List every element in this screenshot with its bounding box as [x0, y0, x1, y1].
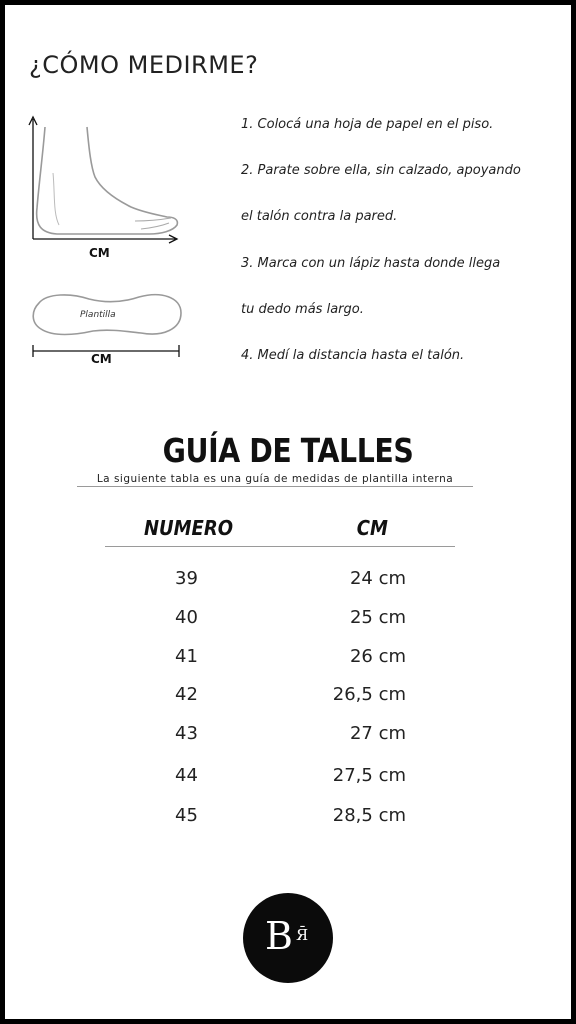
- step-3-cont: tu dedo más largo.: [241, 302, 364, 317]
- size-guide-subtitle: La siguiente tabla es una guía de medidas de plantilla interna: [96, 473, 454, 485]
- cm-cell: 26,5 cm: [332, 684, 406, 705]
- logo-mark: Я̄: [296, 926, 309, 944]
- brand-logo: [243, 893, 333, 983]
- step-4: 4. Medí la distancia hasta el talón.: [241, 348, 465, 363]
- foot-diagram-cm-label: CM: [89, 246, 110, 260]
- cm-cell: 28,5 cm: [332, 805, 406, 826]
- step-1: 1. Colocá una hoja de papel en el piso.: [241, 117, 494, 132]
- logo-letter: B: [265, 914, 293, 958]
- step-2-cont: el talón contra la pared.: [241, 209, 398, 224]
- size-guide-title: GUÍA DE TALLES: [162, 431, 414, 470]
- insole-label: Plantilla: [80, 310, 116, 320]
- foot-measure-diagram: [23, 113, 183, 253]
- header-cm: CM: [356, 516, 388, 540]
- numero-cell: 39: [175, 568, 198, 589]
- step-3: 3. Marca con un lápiz hasta donde llega: [241, 256, 501, 271]
- header-numero: NUMERO: [143, 516, 234, 540]
- cm-cell: 26 cm: [349, 646, 406, 667]
- size-guide-page: [5, 5, 571, 1019]
- how-to-measure-title: ¿CÓMO MEDIRME?: [29, 51, 259, 79]
- numero-cell: 42: [175, 684, 198, 705]
- numero-cell: 40: [175, 607, 198, 628]
- cm-cell: 27 cm: [349, 723, 406, 744]
- insole-diagram-cm-label: CM: [91, 352, 112, 366]
- header-divider: [105, 546, 455, 547]
- numero-cell: 43: [175, 723, 198, 744]
- subtitle-divider: [77, 486, 473, 487]
- cm-cell: 24 cm: [349, 568, 406, 589]
- numero-cell: 45: [175, 805, 198, 826]
- insole-measure-diagram: [23, 289, 188, 359]
- cm-cell: 27,5 cm: [332, 765, 406, 786]
- numero-cell: 41: [175, 646, 198, 667]
- numero-cell: 44: [175, 765, 198, 786]
- step-2: 2. Parate sobre ella, sin calzado, apoyando: [241, 163, 521, 178]
- cm-cell: 25 cm: [349, 607, 406, 628]
